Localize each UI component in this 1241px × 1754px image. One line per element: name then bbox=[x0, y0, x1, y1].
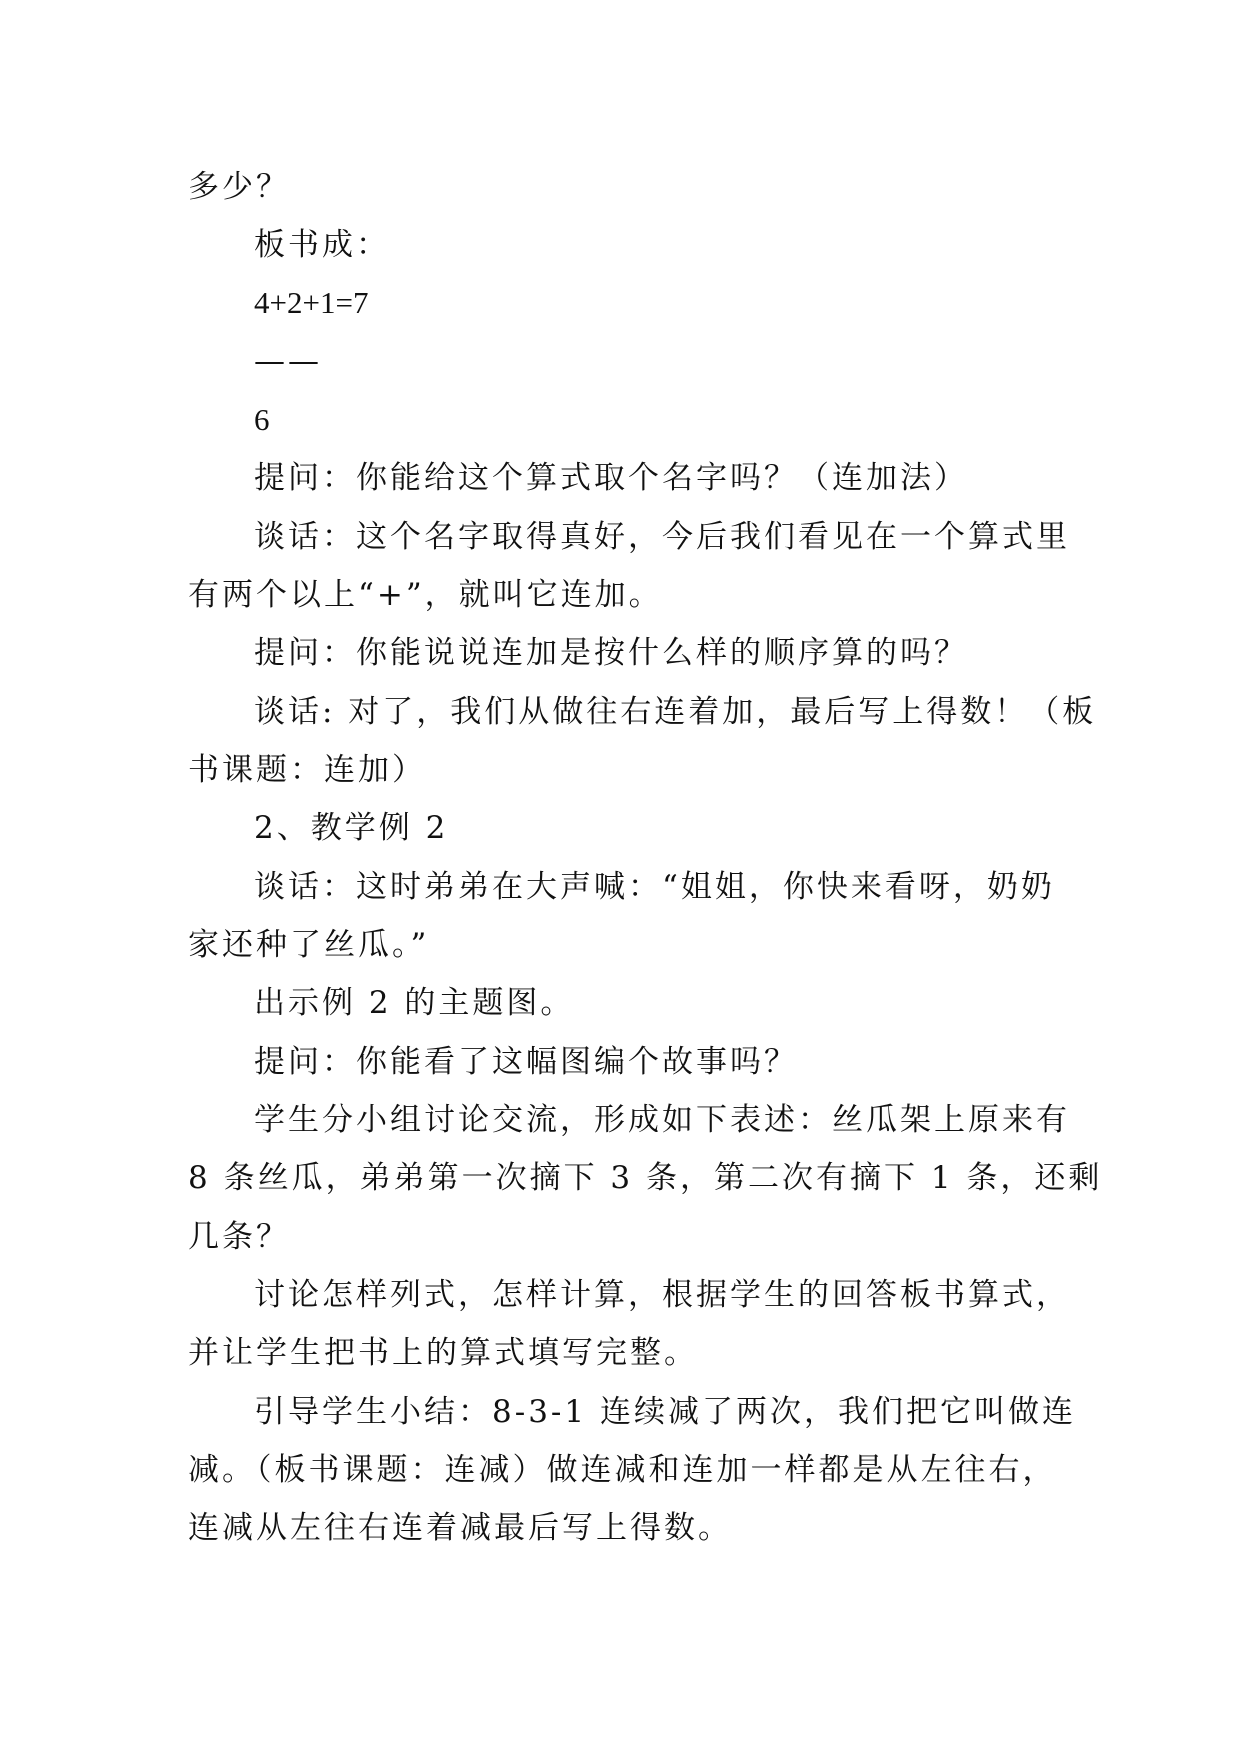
partial-sum: 6 bbox=[254, 402, 270, 437]
text-line: 引导学生小结：8-3-1 连续减了两次，我们把它叫做连 bbox=[254, 1394, 1076, 1430]
text-line: 谈话：这个名字取得真好，今后我们看见在一个算式里 bbox=[254, 519, 1070, 555]
text-line: 谈话：这时弟弟在大声喊：“姐姐，你快来看呀，奶奶 bbox=[254, 869, 1055, 905]
equation-line: 4+2+1=7 bbox=[254, 285, 369, 320]
text-line: 谈话: 对了，我们从做往右连着加，最后写上得数！（板 bbox=[254, 694, 1097, 730]
text-line: 8 条丝瓜，弟弟第一次摘下 3 条，第二次有摘下 1 条，还剩 bbox=[188, 1160, 1103, 1196]
text-line: 有两个以上“+”，就叫它连加。 bbox=[188, 577, 663, 613]
underline-mark: —— bbox=[254, 343, 322, 379]
text-line: 减。（板书课题：连减）做连减和连加一样都是从左往右， bbox=[188, 1452, 1057, 1488]
text-line: 书课题：连加） bbox=[188, 752, 426, 788]
text-line: 多少？ bbox=[188, 169, 290, 205]
text-line: 并让学生把书上的算式填写完整。 bbox=[188, 1335, 698, 1371]
text-line: 出示例 2 的主题图。 bbox=[254, 985, 575, 1021]
text-line: 提问：你能说说连加是按什么样的顺序算的吗？ bbox=[254, 635, 968, 671]
text-line: 连减从左往右连着减最后写上得数。 bbox=[188, 1510, 732, 1546]
text-line: 家还种了丝瓜。” bbox=[188, 927, 430, 963]
section-heading: 2、教学例 2 bbox=[254, 810, 449, 846]
text-line: 提问：你能看了这幅图编个故事吗？ bbox=[254, 1044, 798, 1080]
text-line: 讨论怎样列式，怎样计算，根据学生的回答板书算式， bbox=[254, 1277, 1070, 1313]
text-line: 几条？ bbox=[188, 1219, 290, 1255]
text-line: 板书成： bbox=[254, 227, 390, 263]
text-line: 学生分小组讨论交流，形成如下表述：丝瓜架上原来有 bbox=[254, 1102, 1070, 1138]
text-line: 提问：你能给这个算式取个名字吗？（连加法） bbox=[254, 460, 968, 496]
